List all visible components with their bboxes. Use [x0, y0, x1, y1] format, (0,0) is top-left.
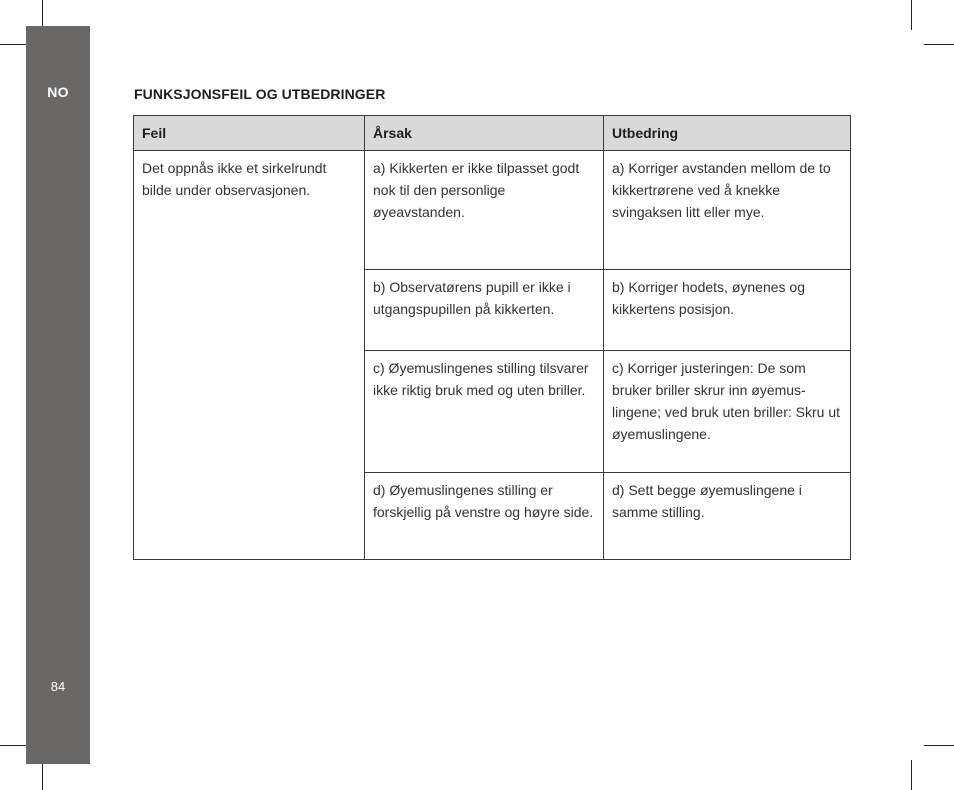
table-row: [134, 151, 851, 270]
remedy-cell: c) Korriger justeringen: De som bruker briller skrur inn øyemus-lingene; ved bruk uten briller: Skru ut øyemuslingene.: [604, 351, 851, 473]
crop-mark: [911, 0, 912, 30]
crop-mark: [924, 44, 954, 45]
fault-cell: Det oppnås ikke et sirkelrundt bilde under observasjonen.: [134, 151, 365, 560]
remedy-cell: d) Sett begge øyemuslingene i samme stilling.: [604, 473, 851, 560]
crop-mark: [924, 745, 954, 746]
cause-cell: d) Øyemuslingenes stilling er forskjellig på venstre og høyre side.: [365, 473, 604, 560]
cause-cell: a) Kikkerten er ikke tilpasset godt nok til den personlige øyeavstanden.: [365, 151, 604, 270]
crop-mark: [911, 760, 912, 790]
table-header-row: [134, 116, 851, 151]
cause-cell: b) Observatørens pupill er ikke i utgangspupillen på kikkerten.: [365, 270, 604, 351]
language-sidebar: [26, 26, 90, 764]
remedy-cell: b) Korriger hodets, øynenes og kikkertens posisjon.: [604, 270, 851, 351]
header-remedy: Utbedring: [604, 116, 851, 151]
remedy-cell: a) Korriger avstanden mellom de to kikkertrørene ved å knekke svingaksen litt eller mye.: [604, 151, 851, 270]
language-tag: NO: [47, 84, 69, 100]
troubleshooting-table: [133, 115, 851, 560]
crop-mark: [42, 760, 43, 790]
header-cause: Årsak: [365, 116, 604, 151]
page-number: 84: [50, 679, 66, 694]
cause-cell: c) Øyemuslingenes stilling tilsvarer ikke riktig bruk med og uten briller.: [365, 351, 604, 473]
header-fault: Feil: [134, 116, 365, 151]
section-title: FUNKSJONSFEIL OG UTBEDRINGER: [134, 86, 386, 102]
